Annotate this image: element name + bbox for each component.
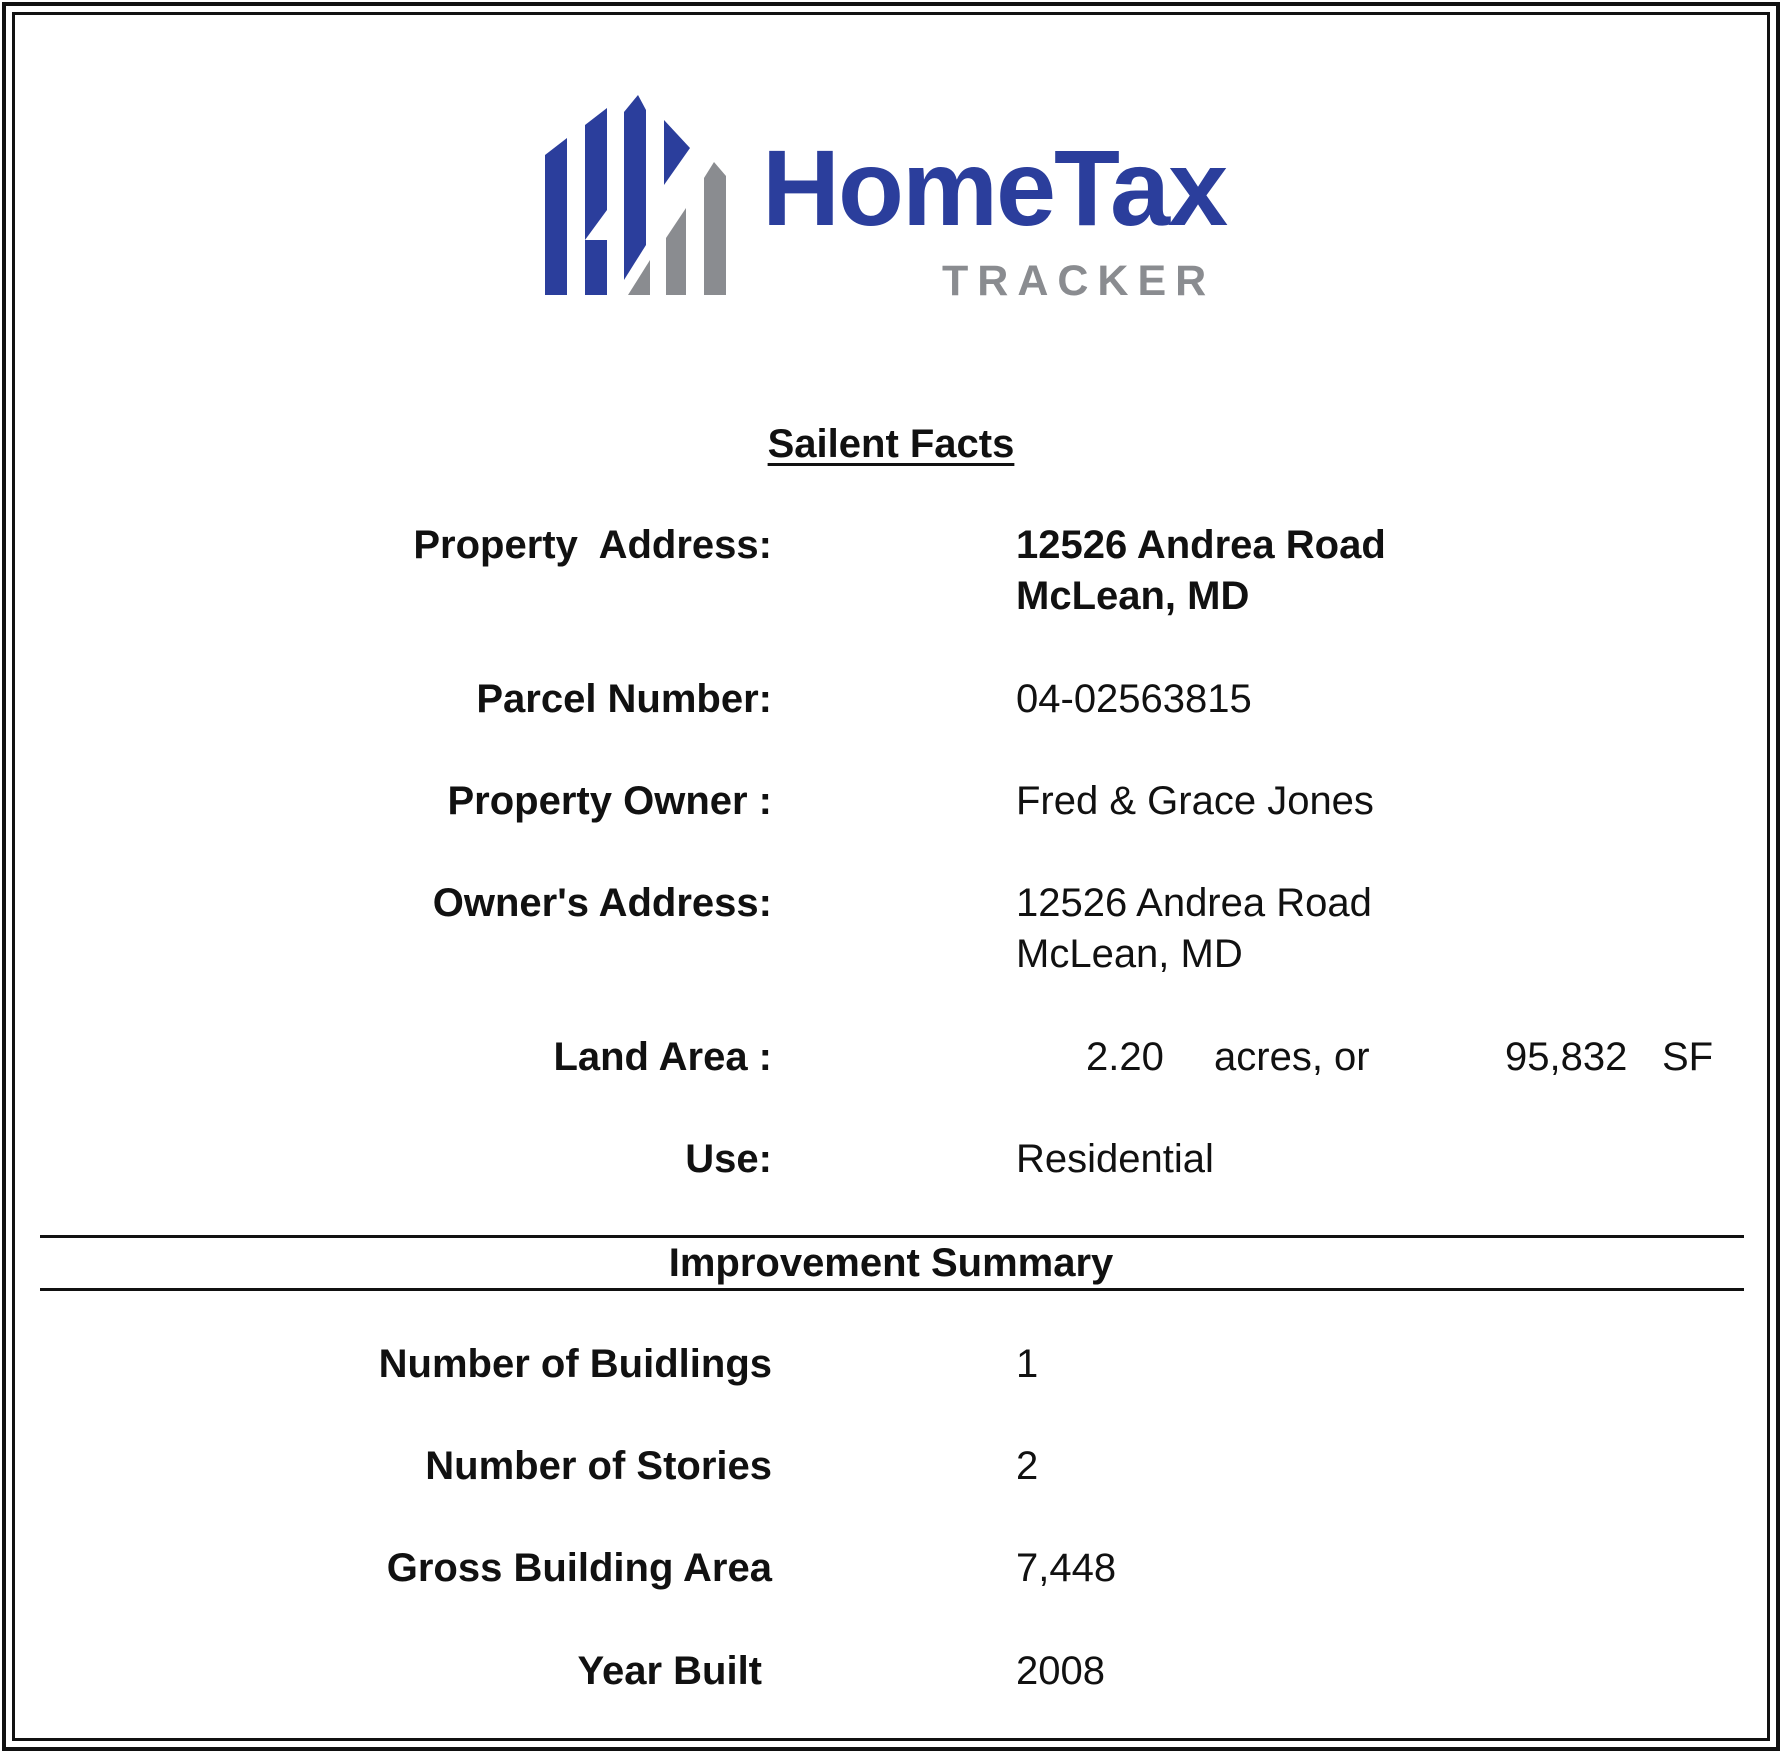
year-built-label: Year Built [577,1649,762,1693]
number-of-stories-label: Number of Stories [425,1444,772,1488]
property-address-label: Property Address: [413,523,772,567]
section-divider-top [40,1235,1744,1238]
house-bars-logo-icon [540,90,750,300]
logo-wordmark: HomeTax [762,127,1227,248]
use-label: Use: [685,1137,772,1181]
land-area-acres-unit: acres, or [1214,1035,1370,1079]
gross-building-area-label: Gross Building Area [386,1546,772,1590]
owners-address-line1: 12526 Andrea Road [1016,881,1372,925]
number-of-buildings-label: Number of Buidlings [378,1342,772,1386]
gross-building-area-value: 7,448 [1016,1546,1117,1590]
use-value: Residential [1016,1137,1214,1181]
land-area-acres: 2.20 [1086,1035,1164,1079]
land-area-sf-unit: SF [1662,1035,1714,1079]
section-divider-bottom [40,1288,1744,1291]
number-of-stories-value: 2 [1016,1444,1039,1488]
parcel-number-value: 04-02563815 [1016,677,1252,721]
hometax-tracker-logo [540,90,1250,310]
property-address-line1: 12526 Andrea Road [1016,523,1386,567]
parcel-number-label: Parcel Number: [476,677,772,721]
number-of-buildings-value: 1 [1016,1342,1039,1386]
land-area-label: Land Area : [553,1035,772,1079]
property-owner-label: Property Owner : [447,779,772,823]
logo-subtitle: TRACKER [942,257,1216,305]
improvement-summary-title: Improvement Summary [668,1241,1114,1285]
salient-facts-title: Sailent Facts [767,422,1015,466]
owners-address-line2: McLean, MD [1016,932,1243,976]
property-owner-value: Fred & Grace Jones [1016,779,1374,823]
year-built-value: 2008 [1016,1649,1105,1693]
property-address-line2: McLean, MD [1016,574,1250,618]
owners-address-label: Owner's Address: [432,881,772,925]
land-area-sf: 95,832 [1505,1035,1628,1079]
